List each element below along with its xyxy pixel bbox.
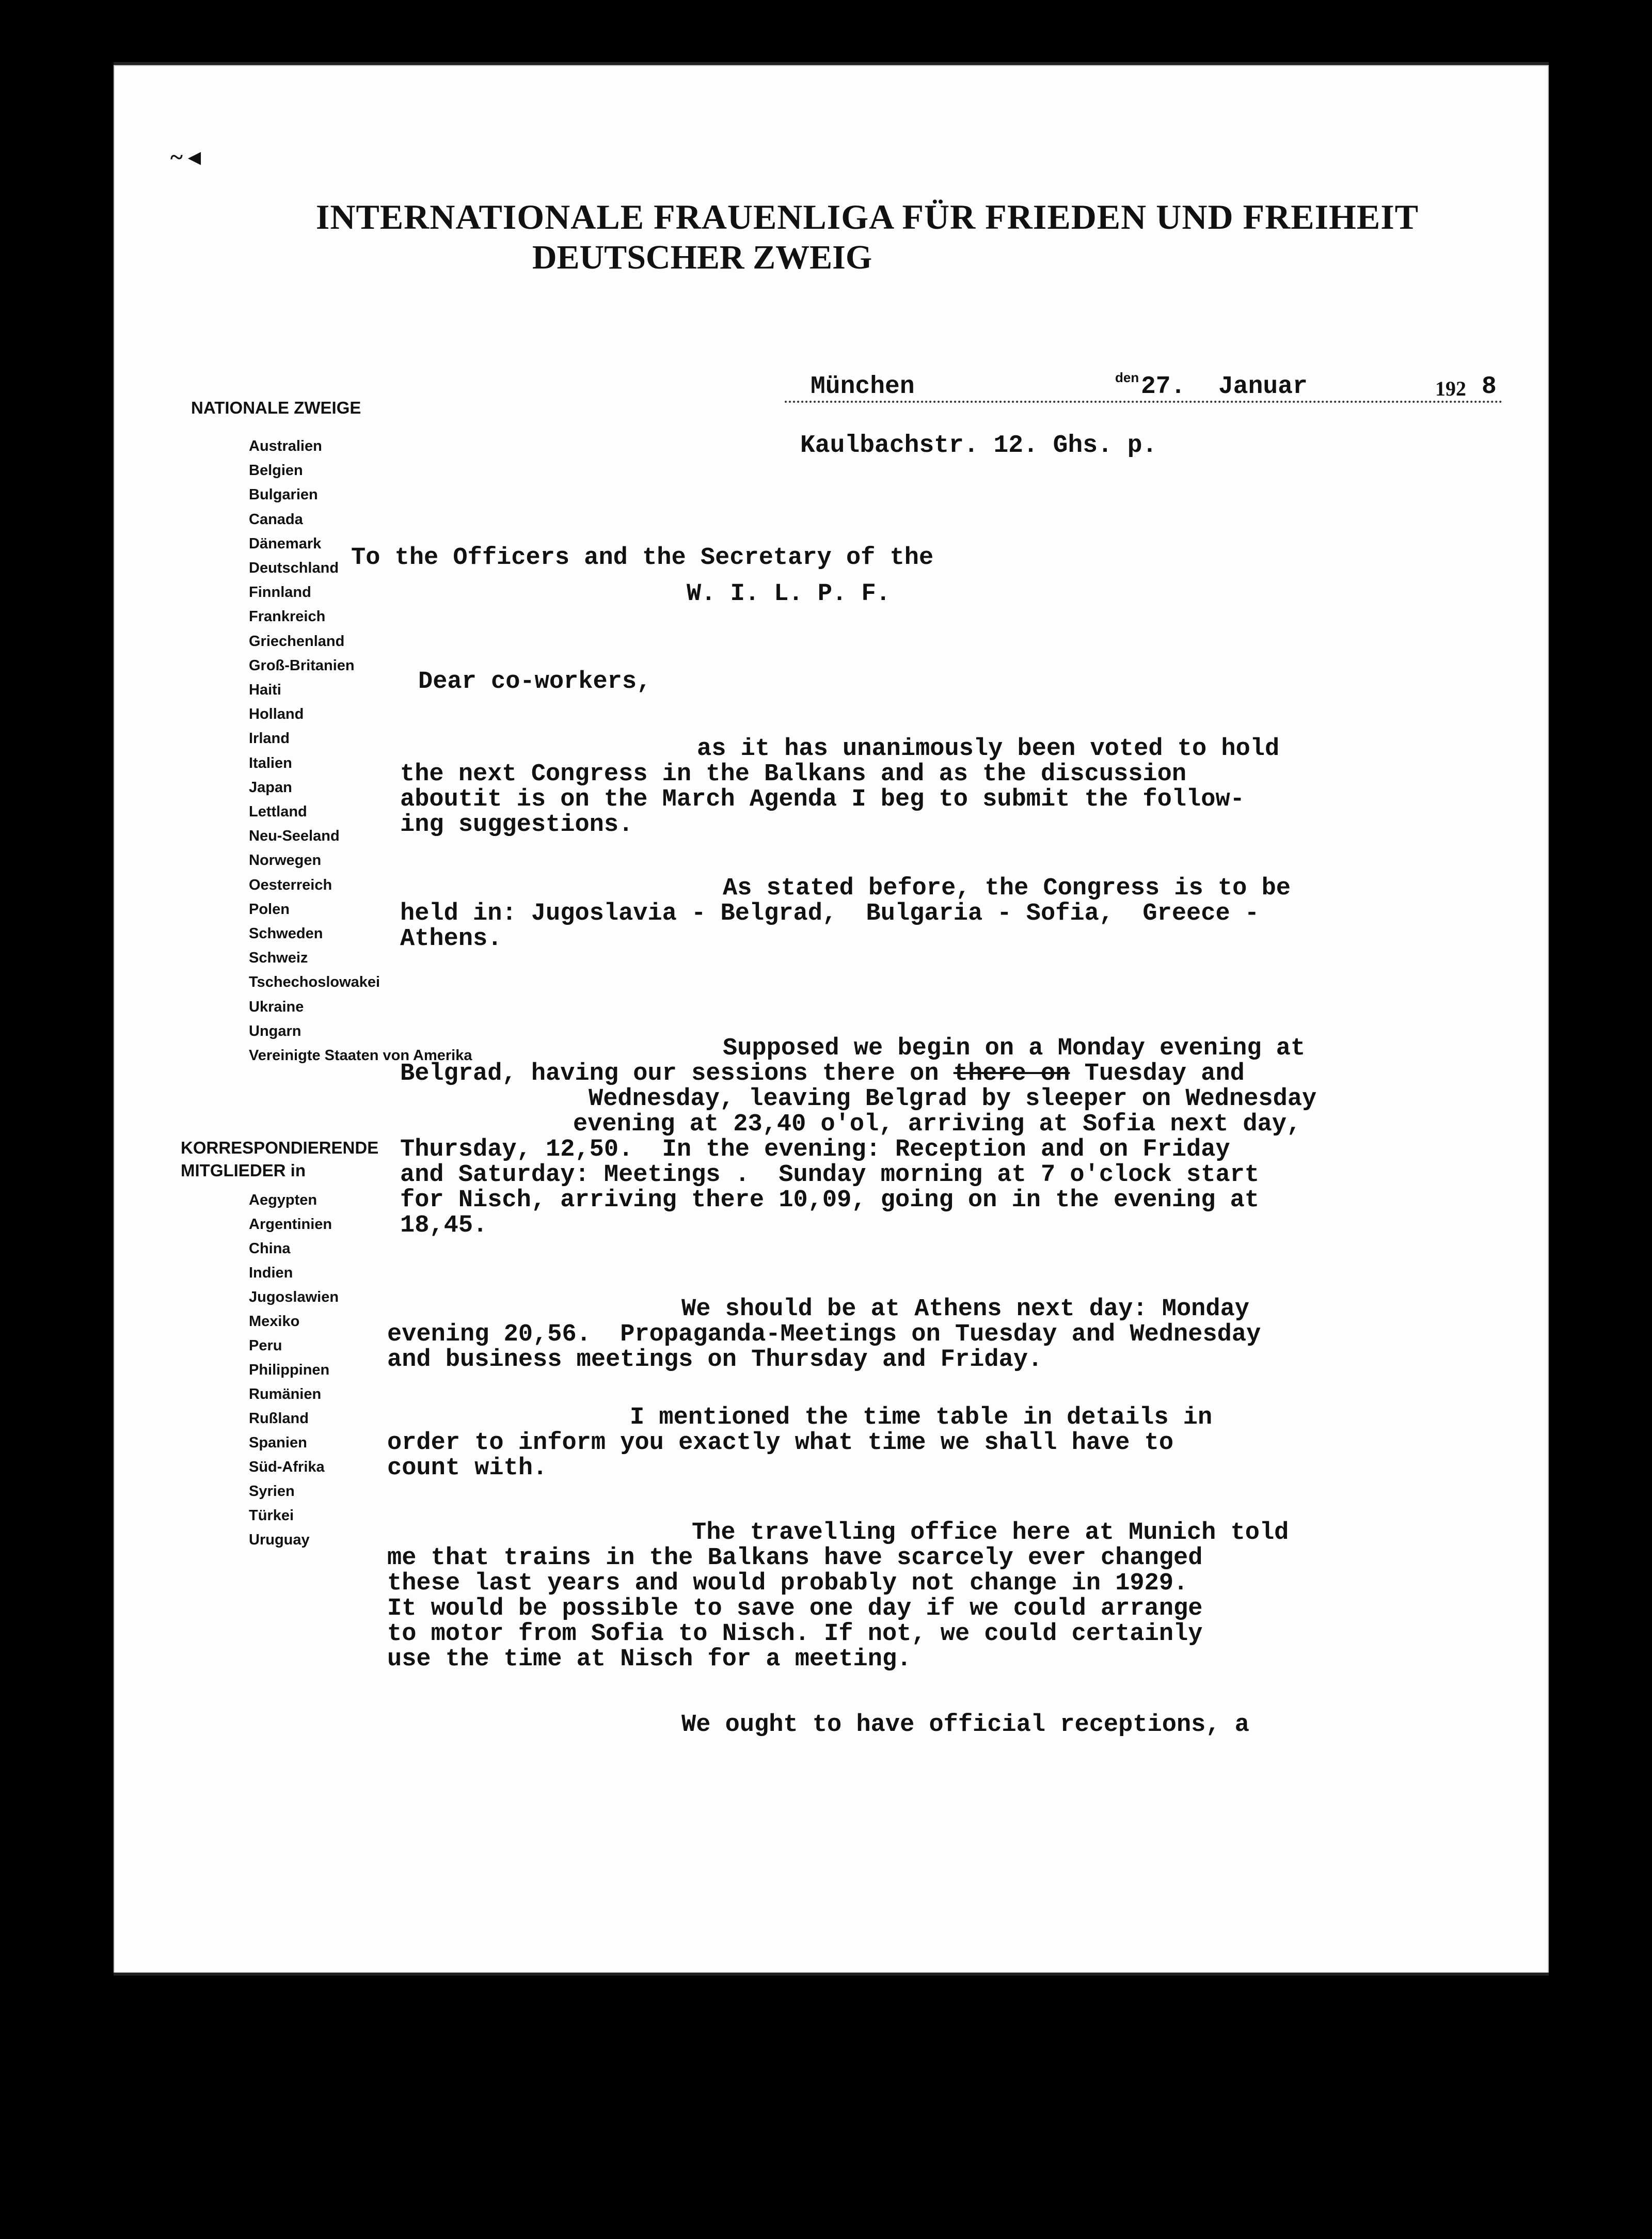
recipient-line-1: To the Officers and the Secretary of the — [351, 544, 934, 572]
corresponding-member-item: Indien — [249, 1265, 293, 1281]
date-year-prefix: 192 — [1435, 377, 1466, 400]
date-city: München — [811, 373, 915, 401]
corresponding-member-item: Süd-Afrika — [249, 1459, 325, 1475]
corresponding-members-title — [181, 1137, 378, 1182]
national-branch-item: Polen — [249, 901, 290, 918]
paragraph-1-line-3: aboutit is on the March Agenda I beg to submit the follow- — [400, 786, 1245, 813]
paragraph-2-line-3: Athens. — [400, 925, 502, 953]
paragraph-6-line-2: me that trains in the Balkans have scarcely ever changed — [387, 1544, 1203, 1572]
paragraph-4-line-2: evening 20,56. Propaganda-Meetings on Tuesday and Wednesday — [387, 1321, 1261, 1348]
national-branch-item: Schweden — [249, 925, 323, 942]
corresponding-member-item: Peru — [249, 1337, 282, 1354]
corresponding-member-item: China — [249, 1240, 291, 1257]
recipient-line-2: W. I. L. P. F. — [687, 580, 891, 608]
page-bottom-edge — [114, 1973, 1549, 1976]
corresponding-member-item: Syrien — [249, 1483, 295, 1500]
national-branch-item: Ukraine — [249, 998, 304, 1015]
corresponding-member-item: Rußland — [249, 1410, 309, 1427]
national-branch-item: Neu-Seeland — [249, 828, 340, 845]
corresponding-members-list — [249, 1188, 339, 1552]
paragraph-3-line-7: for Nisch, arriving there 10,09, going on in the evening at — [400, 1187, 1260, 1214]
paragraph-3-line-8: 18,45. — [400, 1212, 488, 1239]
paragraph-3-line-5: Thursday, 12,50. In the evening: Reception and on Friday — [400, 1136, 1230, 1163]
national-branch-item: Lettland — [249, 803, 307, 821]
paragraph-6-line-5: to motor from Sofia to Nisch. If not, we could certainly — [387, 1620, 1203, 1648]
paragraph-3-line-6: and Saturday: Meetings . Sunday morning at 7 o'clock start — [400, 1161, 1260, 1189]
paragraph-4-line-1: We should be at Athens next day: Monday — [681, 1296, 1249, 1323]
national-branch-item: Holland — [249, 706, 304, 723]
national-branch-item: Schweiz — [249, 950, 308, 967]
national-branch-item: Norwegen — [249, 852, 322, 869]
national-branch-item: Bulgarien — [249, 486, 318, 503]
paragraph-5-line-2: order to inform you exactly what time we shall have to — [387, 1429, 1174, 1457]
letter-page — [114, 62, 1549, 1976]
corresponding-member-item: Aegypten — [249, 1192, 317, 1208]
paragraph-1-line-4: ing suggestions. — [400, 811, 633, 839]
corresponding-member-item: Jugoslawien — [249, 1289, 339, 1305]
corresponding-member-item: Uruguay — [249, 1532, 310, 1548]
corresponding-title-line1: KORRESPONDIERENDE — [181, 1138, 379, 1157]
corresponding-member-item: Spanien — [249, 1434, 307, 1451]
paragraph-2-line-2: held in: Jugoslavia - Belgrad, Bulgaria - Sofia, Greece - — [400, 900, 1260, 927]
corresponding-member-item: Argentinien — [249, 1216, 332, 1233]
national-branch-item: Australien — [249, 438, 322, 454]
corner-mark: ~ ◂ — [170, 144, 201, 170]
struck-text: there on — [953, 1060, 1070, 1087]
national-branch-item: Canada — [249, 511, 303, 528]
corresponding-member-item: Philippinen — [249, 1362, 330, 1378]
paragraph-3-line-2 — [400, 1061, 1245, 1086]
national-branch-item: Griechenland — [249, 633, 345, 650]
paragraph-6-line-4: It would be possible to save one day if we could arrange — [387, 1595, 1203, 1622]
corresponding-member-item: Türkei — [249, 1507, 294, 1524]
paragraph-3-line-2-end: Tuesday and — [1070, 1060, 1245, 1087]
paragraph-3-line-3: Wednesday, leaving Belgrad by sleeper on Wednesday — [589, 1085, 1317, 1113]
paragraph-6-line-3: these last years and would probably not change in 1929. — [387, 1570, 1188, 1597]
paragraph-5-line-3: count with. — [387, 1455, 548, 1482]
national-branch-item: Vereinigte Staaten von Amerika — [249, 1047, 472, 1064]
date-den-label: den — [1115, 370, 1139, 385]
paragraph-3-line-1: Supposed we begin on a Monday evening at — [723, 1035, 1306, 1062]
corresponding-member-item: Mexiko — [249, 1313, 300, 1330]
national-branch-item: Tschechoslowakei — [249, 974, 380, 991]
corresponding-member-item: Rumänien — [249, 1386, 322, 1402]
paragraph-4-line-3: and business meetings on Thursday and Friday. — [387, 1346, 1043, 1374]
national-branches-list — [249, 434, 472, 1068]
national-branch-item: Italien — [249, 754, 292, 771]
date-day: 27. — [1141, 373, 1186, 401]
date-year-digit: 8 — [1482, 373, 1497, 401]
national-branch-item: Oesterreich — [249, 876, 332, 893]
national-branch-item: Ungarn — [249, 1022, 301, 1039]
salutation: Dear co-workers, — [418, 668, 652, 696]
letterhead-org-name: INTERNATIONALE FRAUENLIGA FÜR FRIEDEN UND FREIHEIT — [315, 197, 1419, 236]
paragraph-2-line-1: As stated before, the Congress is to be — [723, 875, 1291, 902]
national-branch-item: Finnland — [249, 584, 311, 601]
national-branch-item: Irland — [249, 730, 290, 747]
paragraph-3-line-4: evening at 23,40 o'ol, arriving at Sofia next day, — [573, 1111, 1301, 1138]
sender-address: Kaulbachstr. 12. Ghs. p. — [800, 432, 1157, 460]
national-branch-item: Dänemark — [249, 535, 322, 552]
paragraph-1-line-2: the next Congress in the Balkans and as the discussion — [400, 761, 1187, 788]
paragraph-6-line-6: use the time at Nisch for a meeting. — [387, 1646, 912, 1673]
paragraph-5-line-1: I mentioned the time table in details in — [630, 1404, 1213, 1431]
national-branch-item: Belgien — [249, 462, 303, 479]
paragraph-7-line-1: We ought to have official receptions, a — [681, 1711, 1249, 1739]
date-line — [785, 370, 1502, 403]
national-branches-title: NATIONALE ZWEIGE — [191, 398, 361, 417]
corresponding-title-line2: MITGLIEDER in — [181, 1161, 306, 1180]
national-branch-item: Japan — [249, 779, 292, 796]
paragraph-6-line-1: The travelling office here at Munich told — [692, 1519, 1289, 1547]
national-branch-item: Deutschland — [249, 560, 339, 577]
letterhead-branch: DEUTSCHER ZWEIG — [532, 239, 872, 276]
paragraph-3-line-2-start: Belgrad, having our sessions there on — [400, 1060, 954, 1087]
date-month: Januar — [1218, 373, 1308, 401]
national-branch-item: Haiti — [249, 682, 281, 699]
national-branch-item: Groß-Britanien — [249, 657, 355, 674]
national-branch-item: Frankreich — [249, 608, 326, 625]
paragraph-1-line-1: as it has unanimously been voted to hold — [697, 735, 1280, 763]
